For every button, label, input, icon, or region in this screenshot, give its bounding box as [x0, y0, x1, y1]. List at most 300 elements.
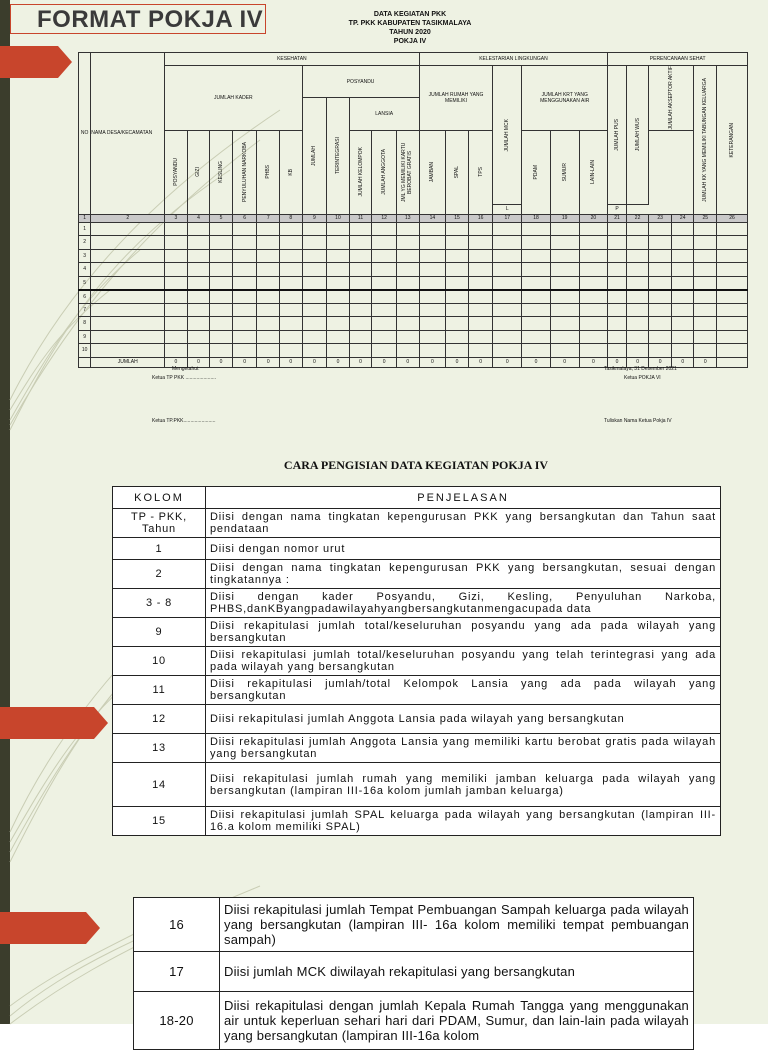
data-cell[interactable] — [468, 236, 493, 250]
data-cell[interactable] — [649, 317, 672, 331]
kolom-cell: 2 — [113, 560, 206, 589]
data-cell[interactable] — [91, 303, 165, 317]
data-cell[interactable] — [550, 263, 579, 277]
data-cell[interactable] — [468, 263, 493, 277]
data-cell[interactable] — [210, 222, 233, 236]
data-cell[interactable] — [349, 236, 372, 250]
data-cell[interactable] — [280, 344, 303, 358]
data-cell[interactable] — [579, 303, 608, 317]
data-cell[interactable] — [210, 249, 233, 263]
data-cell[interactable] — [694, 222, 717, 236]
data-cell[interactable] — [608, 276, 626, 290]
data-cell[interactable] — [280, 317, 303, 331]
data-cell[interactable] — [446, 317, 469, 331]
data-cell[interactable] — [419, 290, 446, 304]
data-cell[interactable] — [187, 317, 210, 331]
data-cell[interactable] — [232, 344, 257, 358]
data-cell[interactable] — [550, 303, 579, 317]
data-cell[interactable] — [419, 222, 446, 236]
col-keterangan: KETERANGAN — [729, 122, 736, 157]
data-cell[interactable] — [419, 344, 446, 358]
data-cell[interactable] — [522, 303, 551, 317]
data-cell[interactable] — [493, 290, 522, 304]
data-cell[interactable] — [257, 317, 280, 331]
col-penjelasan: PENJELASAN — [206, 487, 721, 509]
jumlah-value: 0 — [257, 357, 280, 367]
data-cell[interactable] — [232, 317, 257, 331]
jumlah-value: 0 — [210, 357, 233, 367]
data-cell[interactable] — [302, 236, 327, 250]
data-cell[interactable] — [694, 317, 717, 331]
col-kb: KB — [287, 168, 294, 176]
group-rumah-memiliki: JUMLAH RUMAH YANG MEMILIKI — [419, 66, 493, 131]
data-cell[interactable] — [232, 276, 257, 290]
data-cell[interactable] — [165, 249, 188, 263]
data-cell[interactable] — [694, 344, 717, 358]
data-cell[interactable] — [257, 222, 280, 236]
data-cell[interactable] — [396, 263, 419, 277]
data-cell[interactable] — [694, 303, 717, 317]
data-cell[interactable] — [608, 290, 626, 304]
data-cell[interactable] — [396, 303, 419, 317]
data-cell[interactable] — [419, 330, 446, 344]
penjelasan-cell: Diisi dengan kader Posyandu, Gizi, Kesling, Penyuluhan Narkoba, PHBS,danKByangpadawilayahyangbersangkutanmengacupada data — [206, 589, 721, 618]
data-cell[interactable] — [468, 290, 493, 304]
data-cell[interactable] — [550, 317, 579, 331]
data-cell[interactable] — [187, 249, 210, 263]
data-cell[interactable] — [649, 303, 672, 317]
row-number: 2 — [79, 236, 91, 250]
data-cell[interactable] — [671, 276, 694, 290]
data-cell[interactable] — [649, 344, 672, 358]
data-cell[interactable] — [327, 276, 350, 290]
data-cell[interactable] — [91, 290, 165, 304]
data-cell[interactable] — [349, 330, 372, 344]
data-cell[interactable] — [694, 249, 717, 263]
data-cell[interactable] — [550, 344, 579, 358]
data-cell[interactable] — [280, 330, 303, 344]
col-kolom: KOLOM — [113, 487, 206, 509]
jumlah-value: 0 — [579, 357, 608, 367]
data-cell[interactable] — [579, 330, 608, 344]
data-cell[interactable] — [649, 263, 672, 277]
data-cell[interactable] — [280, 290, 303, 304]
data-cell[interactable] — [302, 290, 327, 304]
data-cell[interactable] — [419, 236, 446, 250]
data-cell[interactable] — [626, 276, 649, 290]
penjelasan-cell: Diisi rekapitulasi jumlah Anggota Lansia pada wilayah yang bersangkutan — [206, 705, 721, 734]
data-cell[interactable] — [608, 330, 626, 344]
data-cell[interactable] — [91, 330, 165, 344]
data-cell[interactable] — [626, 263, 649, 277]
data-cell[interactable] — [671, 236, 694, 250]
data-cell[interactable] — [372, 290, 397, 304]
data-cell[interactable] — [210, 317, 233, 331]
data-cell[interactable] — [91, 263, 165, 277]
data-cell[interactable] — [717, 249, 748, 263]
data-cell[interactable] — [671, 344, 694, 358]
data-cell[interactable] — [626, 222, 649, 236]
data-cell[interactable] — [419, 276, 446, 290]
data-cell[interactable] — [468, 303, 493, 317]
data-cell[interactable] — [349, 263, 372, 277]
data-cell[interactable] — [257, 330, 280, 344]
data-cell[interactable] — [468, 249, 493, 263]
data-cell[interactable] — [608, 249, 626, 263]
data-cell[interactable] — [579, 222, 608, 236]
data-cell[interactable] — [372, 344, 397, 358]
data-cell[interactable] — [579, 263, 608, 277]
penjelasan-cell: Diisi rekapitulasi jumlah/total Kelompok Lansia yang ada pada wilayah yang bersangkutan — [206, 676, 721, 705]
data-cell[interactable] — [91, 344, 165, 358]
data-cell[interactable] — [493, 303, 522, 317]
data-cell[interactable] — [649, 330, 672, 344]
data-cell[interactable] — [608, 344, 626, 358]
data-cell[interactable] — [280, 276, 303, 290]
data-cell[interactable] — [522, 222, 551, 236]
data-cell[interactable] — [468, 276, 493, 290]
data-cell[interactable] — [649, 236, 672, 250]
page-title: FORMAT POKJA IV — [10, 4, 266, 34]
data-cell[interactable] — [187, 303, 210, 317]
penjelasan-cell: Diisi rekapitulasi jumlah Tempat Pembuangan Sampah keluarga pada wilayah yang bersangkutan (lampiran III- 16a kolom memiliki tempat pembuangan sampah) — [220, 898, 694, 952]
data-cell[interactable] — [327, 344, 350, 358]
data-cell[interactable] — [232, 249, 257, 263]
data-cell[interactable] — [717, 303, 748, 317]
data-cell[interactable] — [717, 222, 748, 236]
data-cell[interactable] — [91, 317, 165, 331]
data-cell[interactable] — [372, 317, 397, 331]
data-cell[interactable] — [165, 263, 188, 277]
col-kesling: KESLING — [218, 161, 225, 183]
data-cell[interactable] — [165, 276, 188, 290]
data-cell[interactable] — [419, 263, 446, 277]
data-cell[interactable] — [493, 236, 522, 250]
data-cell[interactable] — [327, 236, 350, 250]
data-cell[interactable] — [579, 290, 608, 304]
data-cell[interactable] — [717, 290, 748, 304]
data-cell[interactable] — [468, 317, 493, 331]
data-cell[interactable] — [327, 303, 350, 317]
data-cell[interactable] — [327, 249, 350, 263]
data-cell[interactable] — [717, 344, 748, 358]
data-cell[interactable] — [550, 276, 579, 290]
data-cell[interactable] — [493, 263, 522, 277]
data-cell[interactable] — [327, 290, 350, 304]
data-cell[interactable] — [608, 263, 626, 277]
data-cell[interactable] — [649, 249, 672, 263]
data-cell[interactable] — [280, 236, 303, 250]
pengisian-row — [113, 618, 721, 647]
data-cell[interactable] — [717, 276, 748, 290]
data-cell[interactable] — [671, 317, 694, 331]
data-cell[interactable] — [671, 330, 694, 344]
data-cell[interactable] — [626, 290, 649, 304]
data-cell[interactable] — [649, 290, 672, 304]
data-cell[interactable] — [187, 263, 210, 277]
data-cell[interactable] — [349, 249, 372, 263]
data-cell[interactable] — [626, 344, 649, 358]
data-cell[interactable] — [210, 330, 233, 344]
data-cell[interactable] — [694, 236, 717, 250]
data-cell[interactable] — [302, 222, 327, 236]
kolom-cell: 17 — [134, 952, 220, 992]
data-cell[interactable] — [165, 303, 188, 317]
data-cell[interactable] — [91, 276, 165, 290]
data-cell[interactable] — [579, 276, 608, 290]
data-cell[interactable] — [522, 263, 551, 277]
column-number: 21 — [608, 214, 626, 222]
data-cell[interactable] — [187, 276, 210, 290]
data-cell[interactable] — [210, 276, 233, 290]
data-cell[interactable] — [468, 330, 493, 344]
data-cell[interactable] — [349, 290, 372, 304]
data-cell[interactable] — [302, 263, 327, 277]
data-cell[interactable] — [396, 290, 419, 304]
data-cell[interactable] — [493, 222, 522, 236]
data-cell[interactable] — [396, 249, 419, 263]
kolom-cell: 18-20 — [134, 992, 220, 1050]
data-cell[interactable] — [232, 303, 257, 317]
data-cell[interactable] — [187, 330, 210, 344]
data-cell[interactable] — [165, 222, 188, 236]
data-cell[interactable] — [165, 236, 188, 250]
data-cell[interactable] — [349, 344, 372, 358]
data-cell[interactable] — [302, 317, 327, 331]
data-cell[interactable] — [522, 317, 551, 331]
data-cell[interactable] — [372, 222, 397, 236]
data-cell[interactable] — [372, 236, 397, 250]
data-cell[interactable] — [257, 263, 280, 277]
penjelasan-cell: Diisi dengan nama tingkatan kepengurusan PKK yang bersangkutan dan Tahun saat pendataan — [206, 509, 721, 538]
data-cell[interactable] — [327, 317, 350, 331]
data-cell[interactable] — [302, 303, 327, 317]
data-cell[interactable] — [232, 236, 257, 250]
data-cell[interactable] — [694, 276, 717, 290]
data-cell[interactable] — [210, 263, 233, 277]
pengisian-row — [113, 538, 721, 560]
data-cell[interactable] — [468, 344, 493, 358]
data-cell[interactable] — [165, 317, 188, 331]
data-cell[interactable] — [91, 222, 165, 236]
data-cell[interactable] — [165, 330, 188, 344]
data-cell[interactable] — [550, 249, 579, 263]
data-cell[interactable] — [302, 330, 327, 344]
data-cell[interactable] — [608, 303, 626, 317]
data-cell[interactable] — [187, 344, 210, 358]
data-cell[interactable] — [349, 317, 372, 331]
data-cell[interactable] — [396, 317, 419, 331]
data-cell[interactable] — [550, 290, 579, 304]
data-cell[interactable] — [626, 249, 649, 263]
data-cell[interactable] — [257, 290, 280, 304]
data-cell[interactable] — [165, 290, 188, 304]
data-cell[interactable] — [257, 249, 280, 263]
data-cell[interactable] — [187, 236, 210, 250]
data-cell[interactable] — [579, 344, 608, 358]
data-cell[interactable] — [626, 317, 649, 331]
col-l: L — [493, 204, 522, 214]
penjelasan-cell: Diisi rekapitulasi jumlah Anggota Lansia yang memiliki kartu berobat gratis pada wilayah yang bersangkutan — [206, 734, 721, 763]
row-number: 8 — [79, 317, 91, 331]
data-cell[interactable] — [522, 236, 551, 250]
col-lain-lain: LAIN-LAIN — [590, 160, 597, 184]
table-row — [79, 263, 748, 277]
data-cell[interactable] — [626, 236, 649, 250]
data-cell[interactable] — [91, 249, 165, 263]
data-cell[interactable] — [257, 303, 280, 317]
data-cell[interactable] — [671, 290, 694, 304]
jumlah-value: 0 — [468, 357, 493, 367]
data-cell[interactable] — [302, 276, 327, 290]
data-cell[interactable] — [446, 290, 469, 304]
col-no-header: NO — [79, 53, 91, 215]
data-cell[interactable] — [579, 236, 608, 250]
data-cell[interactable] — [187, 290, 210, 304]
pengisian-row — [113, 509, 721, 538]
data-cell[interactable] — [579, 249, 608, 263]
data-cell[interactable] — [372, 303, 397, 317]
data-cell[interactable] — [91, 236, 165, 250]
row-number: 4 — [79, 263, 91, 277]
data-cell[interactable] — [694, 263, 717, 277]
column-number: 9 — [302, 214, 327, 222]
kolom-cell: 16 — [134, 898, 220, 952]
kolom-cell: 3 - 8 — [113, 589, 206, 618]
data-cell[interactable] — [579, 317, 608, 331]
data-cell[interactable] — [372, 276, 397, 290]
slide-tab-marker — [0, 707, 94, 739]
data-cell[interactable] — [522, 249, 551, 263]
header-line-2: TP. PKK KABUPATEN TASIKMALAYA — [348, 20, 472, 27]
data-cell[interactable] — [550, 222, 579, 236]
data-cell[interactable] — [419, 249, 446, 263]
data-cell[interactable] — [717, 330, 748, 344]
data-cell[interactable] — [608, 222, 626, 236]
data-cell[interactable] — [446, 263, 469, 277]
data-cell[interactable] — [396, 222, 419, 236]
data-cell[interactable] — [372, 330, 397, 344]
data-cell[interactable] — [522, 344, 551, 358]
data-cell[interactable] — [372, 263, 397, 277]
kolom-cell: TP - PKK, Tahun — [113, 509, 206, 538]
data-cell[interactable] — [493, 249, 522, 263]
data-cell[interactable] — [419, 303, 446, 317]
data-cell[interactable] — [468, 222, 493, 236]
data-cell[interactable] — [522, 276, 551, 290]
data-cell[interactable] — [649, 276, 672, 290]
data-cell[interactable] — [396, 276, 419, 290]
data-cell[interactable] — [522, 290, 551, 304]
data-cell[interactable] — [446, 344, 469, 358]
data-cell[interactable] — [649, 222, 672, 236]
data-cell[interactable] — [396, 344, 419, 358]
data-cell[interactable] — [280, 303, 303, 317]
data-cell[interactable] — [550, 330, 579, 344]
data-cell[interactable] — [165, 344, 188, 358]
data-cell[interactable] — [327, 263, 350, 277]
jumlah-value: 0 — [694, 357, 717, 367]
data-cell[interactable] — [257, 344, 280, 358]
data-cell[interactable] — [396, 236, 419, 250]
data-cell[interactable] — [671, 263, 694, 277]
data-cell[interactable] — [717, 263, 748, 277]
data-cell[interactable] — [210, 344, 233, 358]
data-cell[interactable] — [280, 222, 303, 236]
data-cell[interactable] — [717, 236, 748, 250]
data-cell[interactable] — [302, 249, 327, 263]
data-cell[interactable] — [550, 236, 579, 250]
data-cell[interactable] — [232, 222, 257, 236]
data-cell[interactable] — [493, 317, 522, 331]
data-cell[interactable] — [210, 303, 233, 317]
data-cell[interactable] — [349, 222, 372, 236]
col-posyandu: POSYANDU — [172, 158, 179, 186]
col-penyuluhan-narkoba: PENYULUHAN NARKOBA — [241, 142, 248, 203]
col-pdam: PDAM — [532, 164, 539, 180]
data-cell[interactable] — [446, 330, 469, 344]
data-cell[interactable] — [446, 276, 469, 290]
column-number: 23 — [649, 214, 672, 222]
data-cell[interactable] — [210, 236, 233, 250]
data-cell[interactable] — [232, 263, 257, 277]
data-cell[interactable] — [493, 344, 522, 358]
data-cell[interactable] — [608, 317, 626, 331]
data-cell[interactable] — [349, 276, 372, 290]
data-cell[interactable] — [257, 276, 280, 290]
jumlah-value: 0 — [493, 357, 522, 367]
data-cell[interactable] — [210, 290, 233, 304]
data-cell[interactable] — [232, 330, 257, 344]
data-cell[interactable] — [280, 263, 303, 277]
data-cell[interactable] — [327, 222, 350, 236]
data-cell[interactable] — [446, 303, 469, 317]
data-cell[interactable] — [349, 303, 372, 317]
data-cell[interactable] — [280, 249, 303, 263]
sig-ketua-pokja: Ketua POKJA VI — [624, 375, 661, 381]
data-cell[interactable] — [446, 249, 469, 263]
jumlah-value: 0 — [232, 357, 257, 367]
data-cell[interactable] — [694, 290, 717, 304]
data-cell[interactable] — [372, 249, 397, 263]
data-cell[interactable] — [446, 236, 469, 250]
data-cell[interactable] — [608, 236, 626, 250]
jumlah-value: 0 — [187, 357, 210, 367]
jumlah-label: JUMLAH — [91, 357, 165, 367]
data-cell[interactable] — [717, 317, 748, 331]
data-cell[interactable] — [187, 222, 210, 236]
data-cell[interactable] — [302, 344, 327, 358]
slide-tab-marker — [0, 912, 86, 944]
data-cell[interactable] — [232, 290, 257, 304]
data-cell[interactable] — [626, 303, 649, 317]
jumlah-value: 0 — [280, 357, 303, 367]
data-cell[interactable] — [257, 236, 280, 250]
data-cell[interactable] — [396, 330, 419, 344]
data-cell[interactable] — [446, 222, 469, 236]
data-cell[interactable] — [522, 330, 551, 344]
data-cell[interactable] — [671, 249, 694, 263]
data-cell[interactable] — [694, 330, 717, 344]
data-cell[interactable] — [493, 276, 522, 290]
data-cell[interactable] — [327, 330, 350, 344]
data-cell[interactable] — [419, 317, 446, 331]
data-cell[interactable] — [671, 222, 694, 236]
row-number: 7 — [79, 303, 91, 317]
data-cell[interactable] — [493, 330, 522, 344]
data-cell[interactable] — [671, 303, 694, 317]
data-cell[interactable] — [626, 330, 649, 344]
